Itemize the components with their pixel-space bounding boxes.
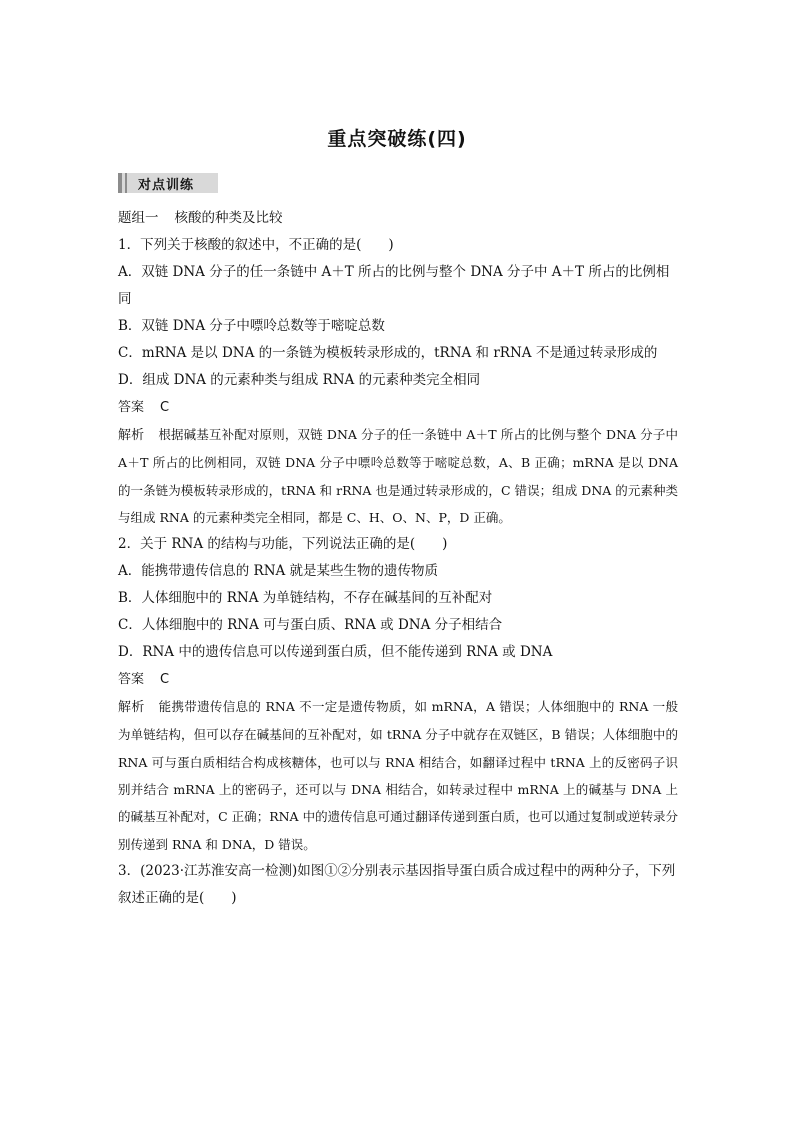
q2-answer-label: 答案: [118, 672, 145, 688]
q1-analysis: [118, 421, 678, 531]
group-name: 核酸的种类及比较: [174, 210, 283, 226]
section-tag-label: 对点训练: [138, 178, 195, 193]
q2-option-a: A．能携带遗传信息的 RNA 就是某些生物的遗传物质: [118, 563, 439, 580]
q2-analysis-text: 能携带遗传信息的 RNA 不一定是遗传物质，如 mRNA，A 错误；人体细胞中的 RNA 一般为单链结构，但可以存在碱基间的互补配对，如 tRNA 分子中就存在双链区，B 错误；人体细胞中的 RNA 可与蛋白质相结合构成核糖体，也可以与 RNA 相结合，如翻译过程中 tRNA 上的反密码子识别并结合 mRNA 上的密码子，还可以与 DNA 相结合，如转录过程中 mRNA 上的碱基与 DNA 上的碱基互补配对，C 正确；RNA 中的遗传信息可通过翻译传递到蛋白质，也可以通过复制或逆转录分别传递到 RNA 和 DNA，D 错误。: [118, 699, 678, 852]
page-title: 重点突破练(四): [327, 128, 467, 150]
q2-answer: [118, 666, 678, 693]
q3-stem: 3．(2023·江苏淮安高一检测)如图①②分别表示基因指导蛋白质合成过程中的两种分子，下列叙述正确的是( ): [118, 862, 676, 906]
group-title: [118, 205, 678, 232]
q2-option-b: B．人体细胞中的 RNA 为单链结构，不存在碱基间的互补配对: [118, 590, 493, 607]
q2-option-d: D．RNA 中的遗传信息可以传递到蛋白质，但不能传递到 RNA 或 DNA: [118, 644, 553, 661]
q1-stem: 1．下列关于核酸的叙述中，不正确的是( ): [118, 237, 394, 253]
q1-option-d: D．组成 DNA 的元素种类与组成 RNA 的元素种类完全相同: [118, 372, 481, 388]
q2-analysis: [118, 693, 678, 858]
content-body: [118, 205, 678, 912]
q2-answer-value: C: [160, 672, 170, 688]
q1-answer-value: C: [160, 400, 170, 415]
q1-answer: [118, 394, 678, 421]
q2-option-c: C．人体细胞中的 RNA 可与蛋白质、RNA 或 DNA 分子相结合: [118, 617, 503, 634]
q1-answer-label: 答案: [118, 400, 145, 415]
q1-option-a: A．双链 DNA 分子的任一条链中 A＋T 所占的比例与整个 DNA 分子中 A＋T 所占的比例相同: [118, 264, 670, 307]
group-label: 题组一: [118, 210, 159, 226]
section-tag: [118, 173, 218, 193]
q1-option-c: C．mRNA 是以 DNA 的一条链为模板转录形成的，tRNA 和 rRNA 不是通过转录形成的: [118, 345, 658, 361]
q1-analysis-text: 根据碱基互补配对原则，双链 DNA 分子的任一条链中 A＋T 所占的比例与整个 DNA 分子中 A＋T 所占的比例相同，双链 DNA 分子中嘌呤总数等于嘧啶总数，A、B 正确；mRNA 是以 DNA 的一条链为模板转录形成的，tRNA 和 rRNA 也是通过转录形成的，C 错误；组成 DNA 的元素种类与组成 RNA 的元素种类完全相同，都是 C、H、O、N、P，D 正确。: [118, 427, 678, 525]
q1-analysis-label: 解析: [118, 428, 145, 443]
q2-stem: 2．关于 RNA 的结构与功能，下列说法正确的是( ): [118, 536, 448, 553]
q2-analysis-label: 解析: [118, 700, 145, 716]
q1-option-b: B．双链 DNA 分子中嘌呤总数等于嘧啶总数: [118, 318, 385, 334]
